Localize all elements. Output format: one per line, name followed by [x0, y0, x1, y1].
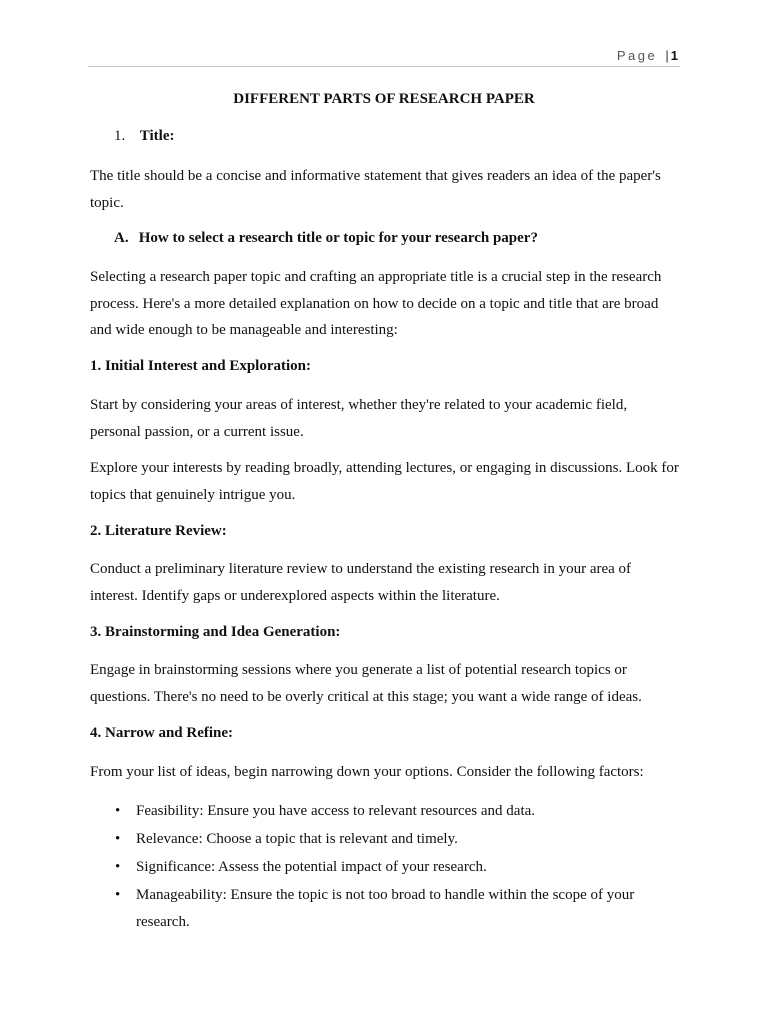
list-item — [114, 798, 674, 825]
intro-paragraph: Selecting a research paper topic and crafting an appropriate title is a crucial step in the research process. Here's a more detailed explanation on how to decide on a topic and title that are broad and wide enough to be manageable and interesting: — [90, 269, 662, 338]
subsection-heading — [114, 230, 538, 247]
page-number-label — [617, 48, 678, 63]
step-2-paragraph: Conduct a preliminary literature review to understand the existing research in your area of interest. Identify gaps or underexplored aspects within the literature. — [90, 561, 632, 604]
section-label: Title: — [139, 128, 175, 144]
step-3-paragraph: Engage in brainstorming sessions where you generate a list of potential research topics or questions. There's no need to be overly critical at this stage; you want a wide range of ideas. — [90, 662, 642, 705]
subsection-label: How to select a research title or topic for your research paper? — [138, 230, 538, 246]
list-item-text: Manageability: Ensure the topic is not too broad to handle within the scope of your research. — [136, 887, 635, 930]
list-item — [114, 882, 674, 935]
list-item-text: Significance: Assess the potential impact of your research. — [136, 859, 487, 875]
factors-list — [114, 798, 674, 937]
document-title: DIFFERENT PARTS OF RESEARCH PAPER — [233, 91, 535, 107]
section-number: 1. — [114, 128, 126, 144]
step-1-heading: 1. Initial Interest and Exploration: — [90, 358, 311, 374]
page-number: 1 — [670, 48, 678, 63]
bullet-icon: • — [115, 859, 121, 875]
section-heading-title — [114, 128, 174, 145]
title-description: The title should be a concise and informative statement that gives readers an idea of the paper's topic. — [90, 168, 661, 211]
page-word: Page — [616, 48, 658, 63]
list-item-text: Relevance: Choose a topic that is relevant and timely. — [136, 831, 458, 847]
list-item — [114, 854, 674, 881]
step-2-heading: 2. Literature Review: — [90, 523, 227, 539]
page-header — [88, 44, 680, 67]
list-item — [114, 826, 674, 853]
step-4-paragraph: From your list of ideas, begin narrowing down your options. Consider the following factors: — [90, 764, 644, 780]
bullet-icon: • — [115, 803, 121, 819]
step-1-paragraph-1: Start by considering your areas of interest, whether they're related to your academic field, personal passion, or a current issue. — [90, 397, 628, 440]
list-item-text: Feasibility: Ensure you have access to relevant resources and data. — [136, 803, 536, 819]
bullet-icon: • — [115, 887, 121, 903]
step-3-heading: 3. Brainstorming and Idea Generation: — [90, 624, 341, 640]
step-4-heading: 4. Narrow and Refine: — [90, 725, 234, 741]
bullet-icon: • — [115, 831, 121, 847]
page-separator: | — [665, 48, 669, 63]
step-1-paragraph-2: Explore your interests by reading broadly, attending lectures, or engaging in discussions. Look for topics that genuinely intrigue you. — [90, 460, 679, 503]
subsection-letter: A. — [114, 230, 129, 246]
